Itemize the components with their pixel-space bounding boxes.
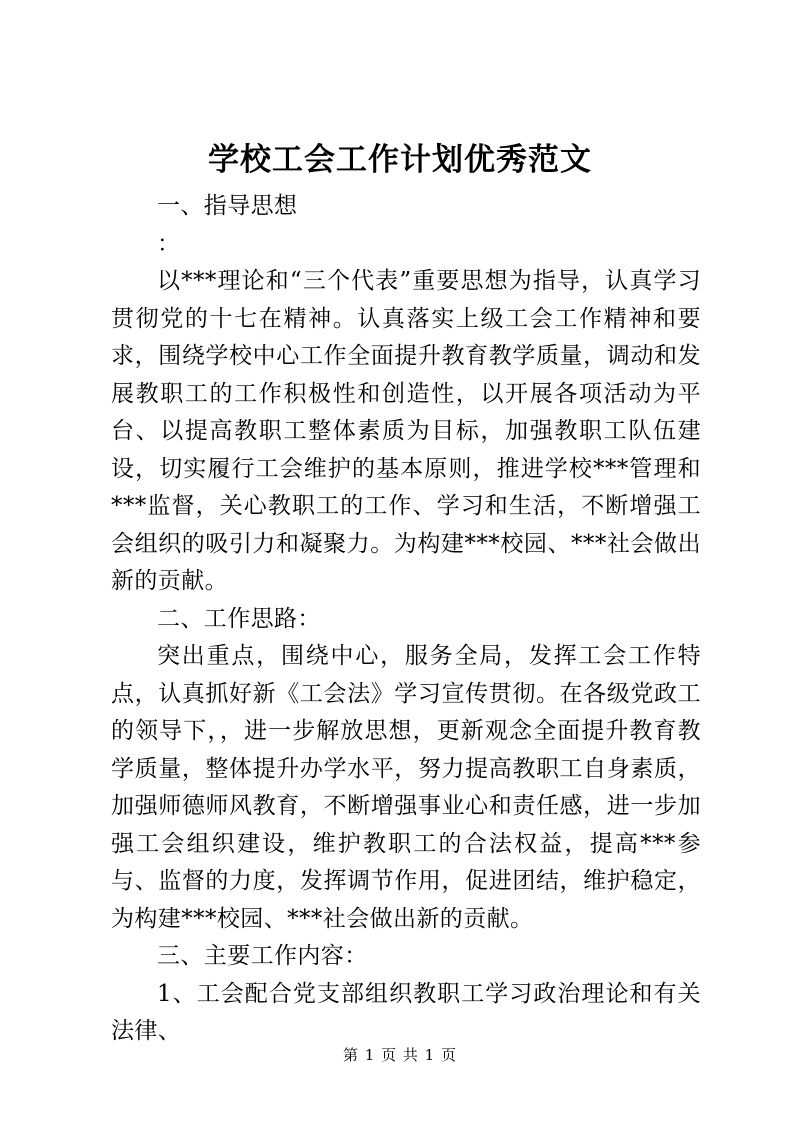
document-body xyxy=(111,188,701,1051)
section1-colon: ： xyxy=(157,230,181,257)
section2-heading: 二、工作思路： xyxy=(157,605,321,632)
section1-paragraph: 以***理论和“三个代表”重要思想为指导，认真学习贯彻党的十七在精神。认真落实上级工会工作精神和要求，围绕学校中心工作全面提升教育教学质量，调动和发展教职工的工作积极性和创造性，以开展各项活动为平台、以提高教职工整体素质为目标，加强教职工队伍建设，切实履行工会维护的基本原则，推进学校***管理和***监督，关心教职工的工作、学习和生活，不断增强工会组织的吸引力和凝聚力。为构建***校园、***社会做出新的贡献。 xyxy=(111,268,701,594)
section3-item-1: 1、工会配合党支部组织教职工学习政治理论和有关法律、 xyxy=(111,980,701,1044)
section2-paragraph: 突出重点，围绕中心，服务全局，发挥工会工作特点，认真抓好新《工会法》学习宣传贯彻。在各级党政工的领导下，，进一步解放思想，更新观念全面提升教育教学质量，整体提升办学水平，努力提高教职工自身素质，加强师德师风教育，不断增强事业心和责任感，进一步加强工会组织建设，维护教职工的合法权益，提高***参与、监督的力度，发挥调节作用，促进团结，维护稳定，为构建***校园、***社会做出新的贡献。 xyxy=(111,643,701,932)
section1-heading: 一、指导思想 xyxy=(157,193,298,219)
section3-heading: 三、主要工作内容： xyxy=(157,943,368,969)
document-title: 学校工会工作计划优秀范文 xyxy=(208,142,592,178)
page-footer: 第 1 页 共 1 页 xyxy=(343,1046,457,1064)
